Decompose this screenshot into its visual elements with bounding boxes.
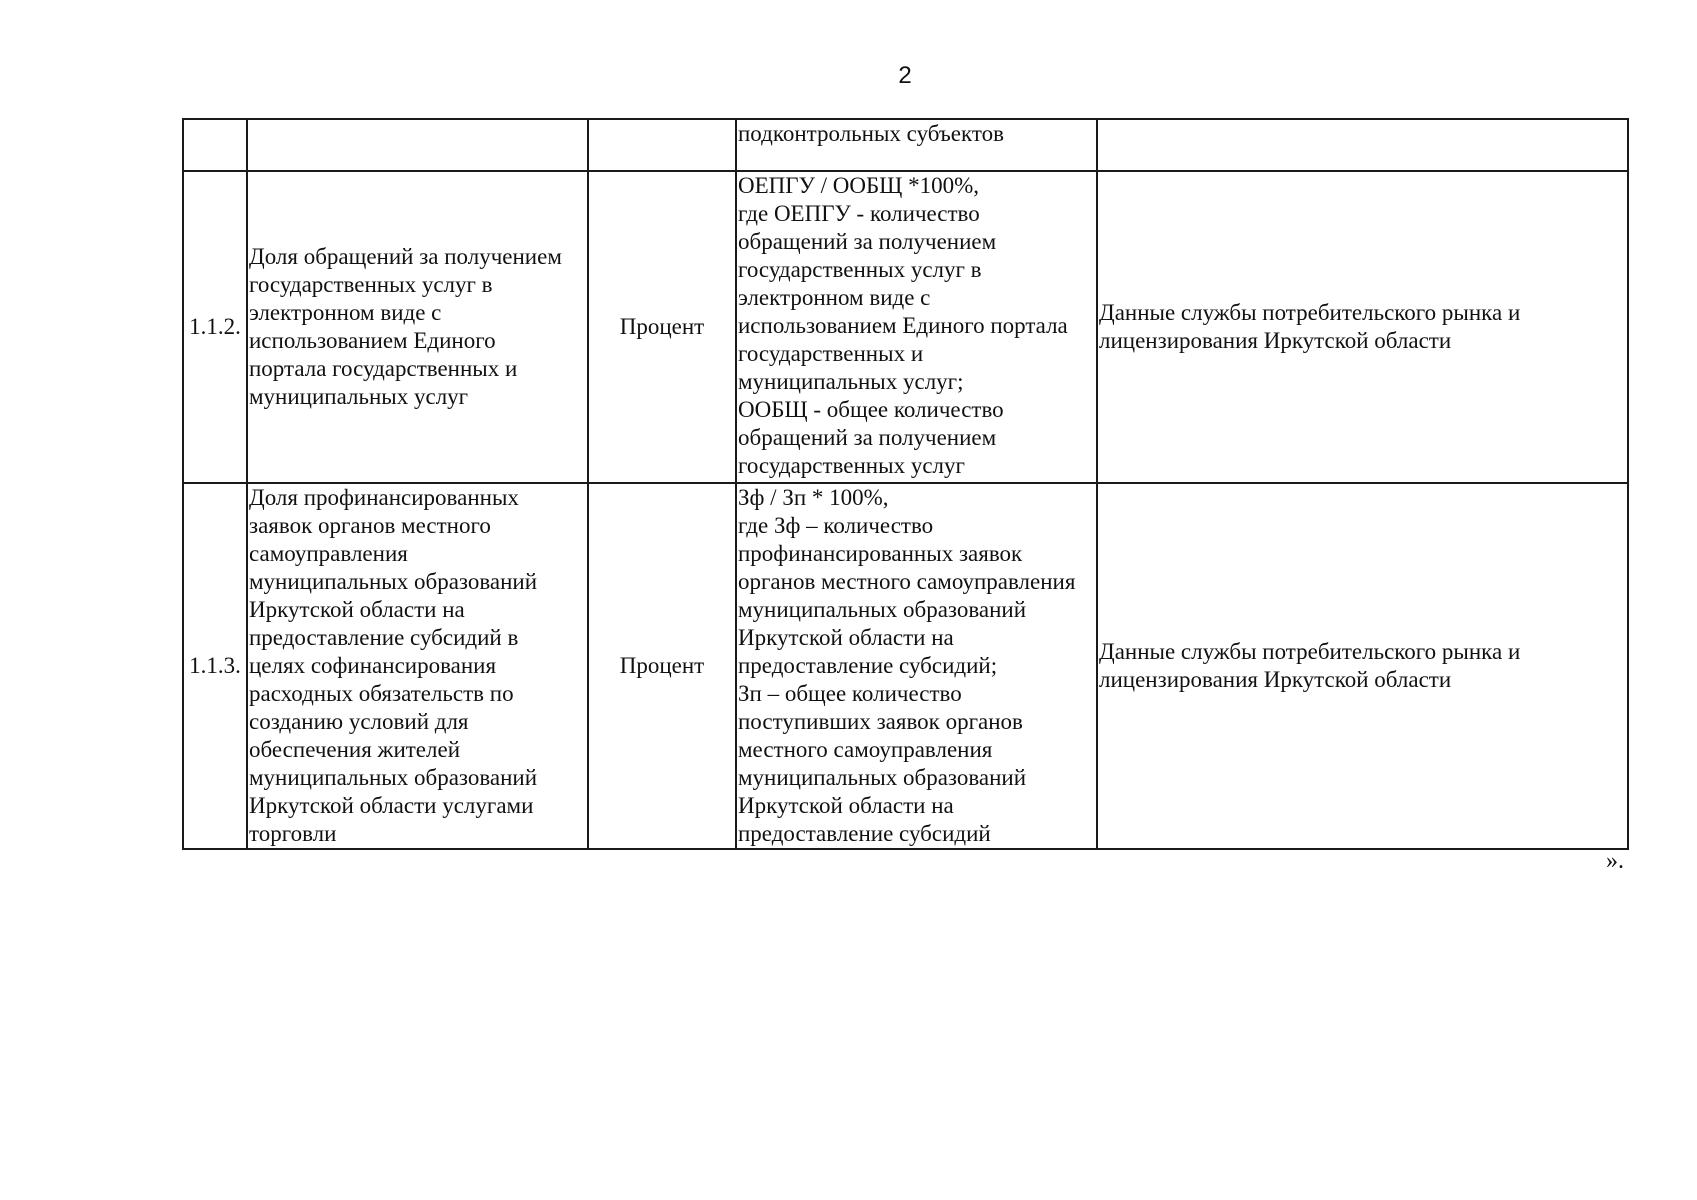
cell-name-empty [247,119,588,171]
cell-number-empty [183,119,247,171]
table-row-continuation [183,119,1628,171]
cell-source-empty [1097,119,1628,171]
cell-formula: ОЕПГУ / ООБЩ *100%, где ОЕПГУ - количество обращений за получением государственных услуг в электронном виде с использованием Единого портала государственных и муниципальных услуг; ООБЩ - общее количество обращений за получением государственных услуг [736,171,1097,483]
cell-source: Данные службы потребительского рынка и лицензирования Иркутской области [1097,171,1628,483]
cell-formula: подконтрольных субъектов [736,119,1097,171]
cell-number: 1.1.3. [183,483,247,849]
cell-formula: Зф / Зп * 100%, где Зф – количество профинансированных заявок органов местного самоуправления муниципальных образований Иркутской области на предоставление субсидий; Зп – общее количество поступивших заявок органов местного самоуправления муниципальных образований Иркутской области на предоставление субсидий [736,483,1097,849]
cell-indicator-name: Доля профинансированных заявок органов местного самоуправления муниципальных образований Иркутской области на предоставление субсидий в целях софинансирования расходных обязательств по созданию условий для обеспечения жителей муниципальных образований Иркутской области услугами торговли [247,483,588,849]
cell-unit: Процент [588,483,736,849]
cell-unit-empty [588,119,736,171]
table-row-1-1-2 [183,171,1628,483]
closing-quote: ». [1606,848,1624,874]
cell-number: 1.1.2. [183,171,247,483]
page-number: 2 [898,62,912,89]
cell-source: Данные службы потребительского рынка и лицензирования Иркутской области [1097,483,1628,849]
cell-unit: Процент [588,171,736,483]
cell-indicator-name: Доля обращений за получением государственных услуг в электронном виде с использованием Единого портала государственных и муниципальных услуг [247,171,588,483]
table-row-1-1-3 [183,483,1628,849]
indicators-table [182,118,1629,850]
